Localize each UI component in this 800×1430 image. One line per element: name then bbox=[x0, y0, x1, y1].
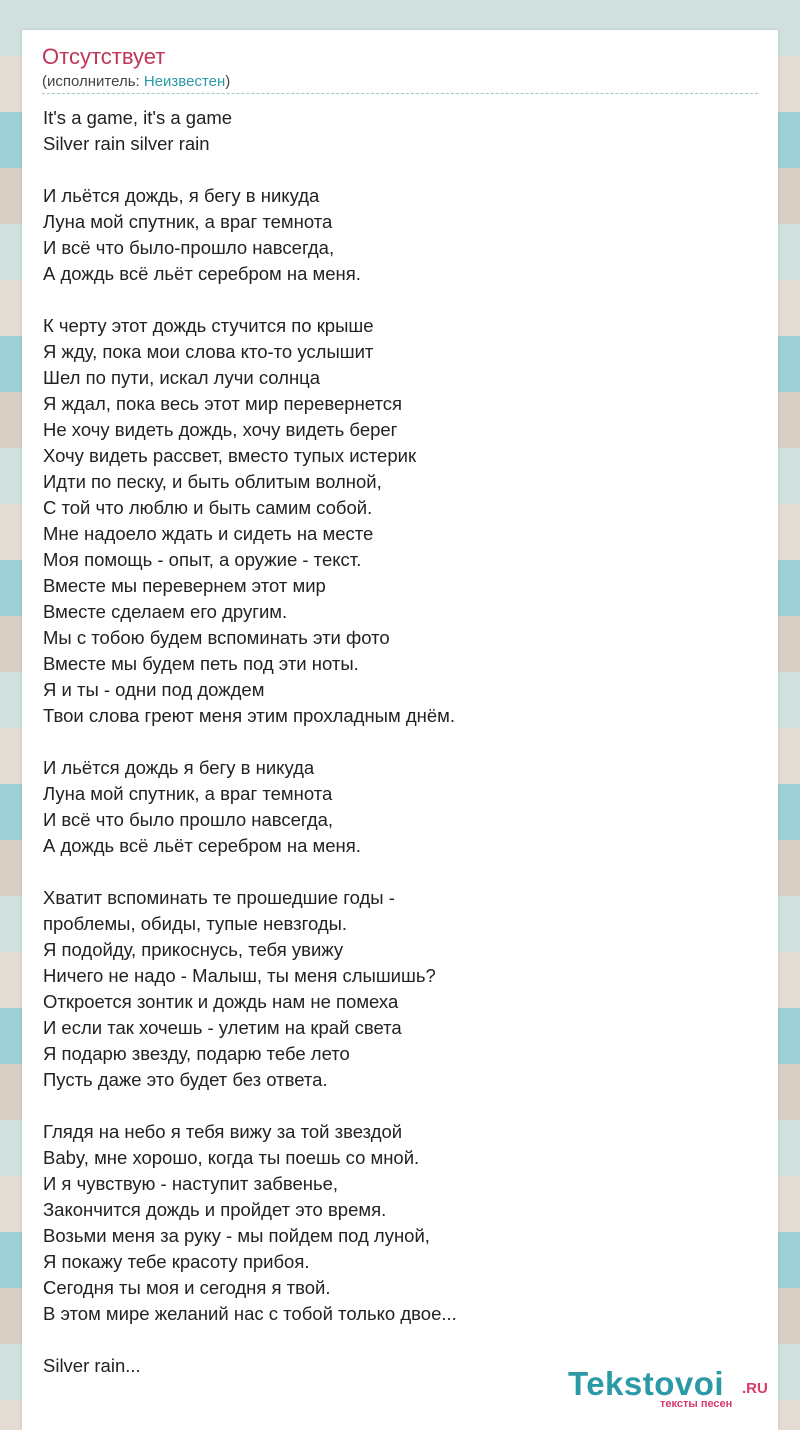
lyrics-text bbox=[43, 105, 763, 1379]
lyric-blank-line bbox=[43, 859, 763, 885]
lyric-line: Шел по пути, искал лучи солнца bbox=[43, 367, 321, 388]
lyric-line: В этом мире желаний нас с тобой только двое... bbox=[43, 1303, 457, 1324]
lyric-line: Хватит вспоминать те прошедшие годы - bbox=[43, 887, 395, 908]
logo-domain: .RU bbox=[742, 1380, 768, 1397]
artist-link[interactable]: Неизвестен bbox=[143, 73, 226, 90]
lyric-line: С той что люблю и быть самим собой. bbox=[43, 497, 373, 518]
lyric-line: Baby, мне хорошо, когда ты поешь со мной. bbox=[43, 1147, 420, 1168]
lyric-line: It's a game, it's a game bbox=[43, 107, 233, 128]
title-divider bbox=[42, 93, 758, 94]
lyric-line: Хочу видеть рассвет, вместо тупых истерик bbox=[43, 445, 417, 466]
lyric-blank-line bbox=[43, 729, 763, 755]
lyric-line: Мне надоело ждать и сидеть на месте bbox=[43, 523, 374, 544]
lyric-line: Глядя на небо я тебя вижу за той звездой bbox=[43, 1121, 403, 1142]
lyric-line: Откроется зонтик и дождь нам не помеха bbox=[43, 991, 399, 1012]
lyric-line: Идти по песку, и быть облитым волной, bbox=[43, 471, 382, 492]
artist-line bbox=[42, 72, 230, 92]
lyric-line: Я ждал, пока весь этот мир перевернется bbox=[43, 393, 402, 414]
lyric-line: И льётся дождь я бегу в никуда bbox=[43, 757, 315, 778]
lyric-line: Сегодня ты моя и сегодня я твой. bbox=[43, 1277, 331, 1298]
lyric-blank-line bbox=[43, 1093, 763, 1119]
lyric-line: Silver rain... bbox=[43, 1355, 141, 1376]
lyric-line: И всё что было прошло навсегда, bbox=[43, 809, 334, 830]
lyric-line: Silver rain silver rain bbox=[43, 133, 210, 154]
artist-suffix: ) bbox=[225, 73, 231, 90]
song-title: Отсутствует bbox=[42, 44, 166, 69]
site-logo[interactable] bbox=[568, 1366, 778, 1410]
lyric-line: Я жду, пока мои слова кто-то услышит bbox=[43, 341, 374, 362]
lyric-line: А дождь всё льёт серебром на меня. bbox=[43, 835, 361, 856]
lyric-line: Вместе мы будем петь под эти ноты. bbox=[43, 653, 359, 674]
lyric-line: Я подарю звезду, подарю тебе лето bbox=[43, 1043, 350, 1064]
lyric-line: Пусть даже это будет без ответа. bbox=[43, 1069, 328, 1090]
lyric-line: Ничего не надо - Малыш, ты меня слышишь? bbox=[43, 965, 436, 986]
lyric-line: Закончится дождь и пройдет это время. bbox=[43, 1199, 387, 1220]
lyric-line: Я подойду, прикоснусь, тебя увижу bbox=[43, 939, 344, 960]
lyric-line: Я покажу тебе красоту прибоя. bbox=[43, 1251, 310, 1272]
lyric-line: Луна мой спутник, а враг темнота bbox=[43, 783, 333, 804]
lyric-line: Вместе мы перевернем этот мир bbox=[43, 575, 326, 596]
lyric-line: Луна мой спутник, а враг темнота bbox=[43, 211, 333, 232]
lyric-line: Моя помощь - опыт, а оружие - текст. bbox=[43, 549, 362, 570]
lyric-line: Возьми меня за руку - мы пойдем под луной, bbox=[43, 1225, 430, 1246]
lyric-line: И льётся дождь, я бегу в никуда bbox=[43, 185, 320, 206]
logo-tagline: тексты песен bbox=[660, 1398, 733, 1410]
lyric-line: И я чувствую - наступит забвенье, bbox=[43, 1173, 339, 1194]
artist-prefix: (исполнитель: bbox=[42, 73, 144, 90]
lyric-line: Мы с тобою будем вспоминать эти фото bbox=[43, 627, 390, 648]
lyric-line: Вместе сделаем его другим. bbox=[43, 601, 288, 622]
lyric-blank-line bbox=[43, 287, 763, 313]
lyric-blank-line bbox=[43, 1327, 763, 1353]
lyrics-card bbox=[22, 30, 778, 1430]
lyric-blank-line bbox=[43, 157, 763, 183]
logo-wordmark: Tekstovoi bbox=[568, 1365, 725, 1402]
lyric-line: проблемы, обиды, тупые невзгоды. bbox=[43, 913, 348, 934]
lyric-line: Я и ты - одни под дождем bbox=[43, 679, 265, 700]
lyric-line: И если так хочешь - улетим на край света bbox=[43, 1017, 402, 1038]
lyric-line: Твои слова греют меня этим прохладным днём. bbox=[43, 705, 455, 726]
lyric-line: Не хочу видеть дождь, хочу видеть берег bbox=[43, 419, 398, 440]
lyric-line: А дождь всё льёт серебром на меня. bbox=[43, 263, 361, 284]
lyric-line: И всё что было-прошло навсегда, bbox=[43, 237, 335, 258]
lyric-line: К черту этот дождь стучится по крыше bbox=[43, 315, 374, 336]
